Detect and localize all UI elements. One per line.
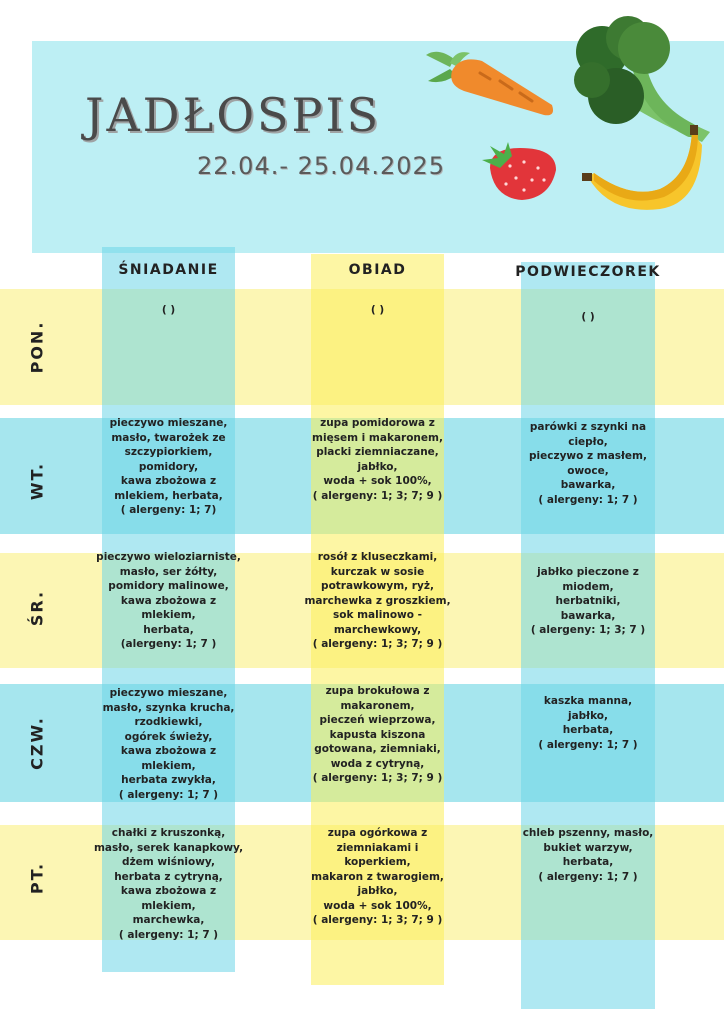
- page-title: JADŁOSPIS: [85, 88, 382, 142]
- meal-wt-lunch: zupa pomidorowa z mięsem i makaronem, placki ziemniaczane, jabłko, woda + sok 100%, ( alergeny: 1; 3; 7; 9 ): [312, 417, 443, 502]
- banana-icon: [580, 125, 710, 220]
- meal-sr-breakfast: pieczywo wieloziarniste, masło, ser żółty, pomidory malinowe, kawa zbożowa z mlekiem, herbata, (alergeny: 1; 7 ): [96, 551, 241, 650]
- carrot-icon: [420, 45, 560, 120]
- column-header-snack: PODWIECZOREK: [515, 264, 661, 280]
- meal-wt-breakfast: pieczywo mieszane, masło, twarożek ze szczypiorkiem, pomidory, kawa zbożowa z mlekiem, herbata, ( alergeny: 1; 7): [109, 417, 228, 516]
- meal-sr-lunch: rosół z kluseczkami, kurczak w sosie potrawkowym, ryż, marchewka z groszkiem, sok malinowo - marchewkowy, ( alergeny: 1; 3; 7; 9 ): [304, 551, 451, 650]
- meal-pt-snack: chleb pszenny, masło, bukiet warzyw, herbata, ( alergeny: 1; 7 ): [522, 827, 654, 883]
- meal-czw-snack: kaszka manna, jabłko, herbata, ( alergeny: 1; 7 ): [538, 695, 638, 751]
- day-label-pon: PON.: [27, 320, 47, 374]
- meal-czw-breakfast: pieczywo mieszane, masło, szynka krucha, rzodkiewki, ogórek świeży, kawa zbożowa z mlekiem, herbata zwykła, ( alergeny: 1; 7 ): [102, 687, 235, 801]
- meal-wt-snack: parówki z szynki na ciepło, pieczywo z masłem, owoce, bawarka, ( alergeny: 1; 7 ): [529, 421, 647, 506]
- day-label-pt: PT.: [27, 861, 47, 895]
- meal-czw-lunch: zupa brokułowa z makaronem, pieczeń wieprzowa, kapusta kiszona gotowana, ziemniaki, woda z cytryną, ( alergeny: 1; 3; 7; 9 ): [312, 685, 443, 784]
- meal-sr-snack: jabłko pieczone z miodem, herbatniki, bawarka, ( alergeny: 1; 3; 7 ): [530, 566, 646, 636]
- meal-pon-snack: ( ): [581, 311, 595, 323]
- meal-pon-breakfast: ( ): [161, 304, 176, 316]
- column-header-lunch: OBIAD: [348, 262, 407, 278]
- day-label-sr: ŚR.: [27, 589, 47, 627]
- meal-pt-breakfast: chałki z kruszonką, masło, serek kanapkowy, dżem wiśniowy, herbata z cytryną, kawa zbożowa z mlekiem, marchewka, ( alergeny: 1; 7 ): [93, 827, 244, 941]
- strawberry-icon: [480, 140, 560, 205]
- meal-pt-lunch: zupa ogórkowa z ziemniakami i koperkiem, makaron z twarogiem, jabłko, woda + sok 100%, ( alergeny: 1; 3; 7; 9 ): [311, 827, 444, 926]
- date-range: 22.04.- 25.04.2025: [197, 152, 446, 180]
- meal-pon-lunch: ( ): [370, 304, 385, 316]
- day-label-czw: CZW.: [27, 716, 47, 770]
- column-header-breakfast: ŚNIADANIE: [118, 262, 219, 278]
- day-label-wt: WT.: [27, 461, 47, 501]
